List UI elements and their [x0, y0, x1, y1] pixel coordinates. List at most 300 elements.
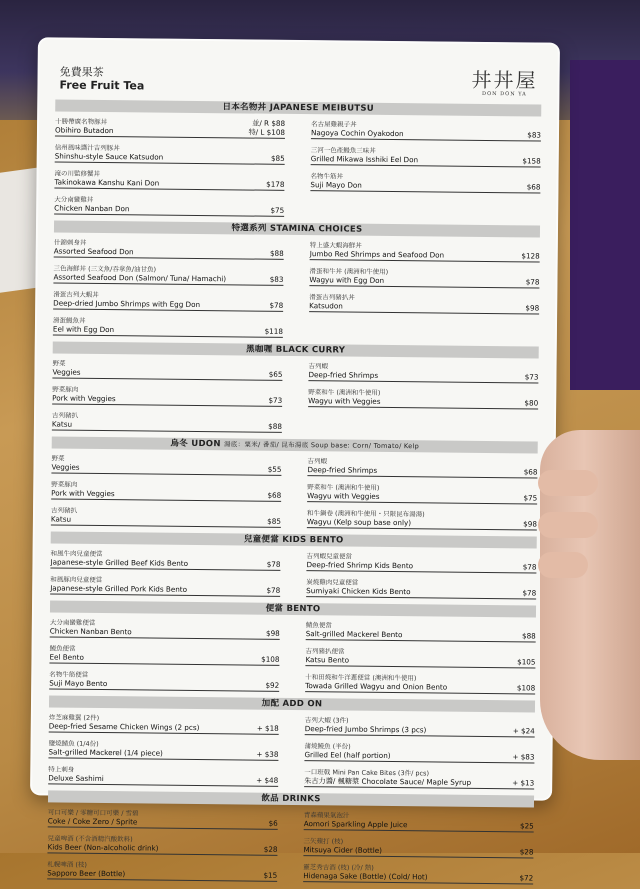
item-name-zh: 大分南蠻雞丼 — [54, 195, 94, 204]
item-name-zh: 名物牛筋丼 — [310, 172, 344, 181]
item-price — [523, 493, 537, 502]
section-header — [54, 220, 540, 237]
item-price — [513, 726, 535, 735]
item-price — [268, 422, 282, 431]
item-name-en: Wagyu with Veggies — [308, 396, 381, 406]
section-header — [50, 600, 536, 617]
item-names — [54, 238, 134, 256]
menu-item — [52, 382, 282, 406]
item-name-en: Eel Bento — [49, 652, 84, 662]
item-names — [53, 264, 226, 283]
item-names — [54, 169, 159, 187]
item-name-en: Sapporo Beer (Bottle) — [47, 868, 126, 879]
menu-item — [48, 762, 278, 786]
item-price-value: $83 — [527, 130, 542, 140]
item-names — [309, 293, 355, 310]
background-wall — [570, 60, 640, 390]
item-price-value: + $24 — [512, 726, 535, 736]
free-tea-zh: 免費果茶 — [59, 65, 104, 79]
item-name-zh: 十和田燒和牛洋蔥便當 (澳洲和牛使用) — [305, 673, 417, 683]
item-name-zh: 吉列大蝦 (3件) — [304, 716, 349, 725]
item-name-zh: 和牛鍋卷 (澳洲和牛使用・只限昆布湯湯) — [306, 509, 425, 519]
item-price-value: + $38 — [256, 749, 279, 759]
item-name-en: Hidenaga Sake (Bottle) (Cold/ Hot) — [303, 871, 428, 882]
item-name-zh: 滑蛋吉列豬扒丼 — [309, 293, 355, 302]
menu-item — [311, 143, 541, 167]
item-names — [309, 267, 388, 285]
item-name-en: Pork with Veggies — [51, 488, 115, 499]
item-price-value: $78 — [522, 588, 537, 598]
item-price-value: $83 — [269, 274, 284, 284]
item-name-zh: 特上刺身 — [48, 765, 75, 774]
menu-item — [307, 480, 537, 504]
item-names — [52, 411, 78, 428]
item-name-zh: 什錦刺身丼 — [53, 238, 87, 247]
item-price-value: $73 — [268, 395, 283, 405]
item-price-value: $85 — [270, 153, 285, 163]
item-name-zh: 一口班戟 Mini Pan Cake Bites (3件/ pcs) — [304, 768, 430, 778]
item-price-value: $6 — [268, 818, 278, 828]
empty-cell — [309, 316, 539, 344]
item-name-zh: 和風豚肉兒童便當 — [50, 575, 103, 584]
item-name-en: Katsudon — [309, 301, 343, 311]
item-names — [48, 808, 139, 826]
item-name-en: Salt-grilled Mackerel (1/4 piece) — [48, 747, 163, 758]
item-price — [268, 396, 282, 405]
item-names — [310, 241, 445, 259]
item-price-value: $78 — [522, 562, 537, 572]
item-price — [524, 467, 538, 476]
menu-item — [54, 235, 284, 259]
item-price — [523, 519, 537, 528]
item-price-value: $158 — [522, 156, 541, 166]
item-price-value: $78 — [266, 585, 281, 595]
item-price — [271, 154, 285, 163]
item-price — [267, 560, 281, 569]
menu-item — [47, 857, 277, 881]
item-name-zh: 兒童啤酒 (不含酒精汽酸飲料) — [47, 834, 133, 844]
section-header — [48, 790, 534, 807]
menu-item — [310, 238, 540, 262]
item-name-en: Deep-fried Shrimps — [308, 370, 379, 380]
menu-item — [51, 477, 281, 501]
item-names — [51, 506, 77, 523]
menu-item — [51, 503, 281, 527]
section-grid — [53, 235, 540, 344]
item-name-zh: 青森蘋果氣泡汁 — [303, 811, 350, 820]
item-price-value: $72 — [519, 873, 534, 883]
item-name-en: Grilled Mikawa Isshiki Eel Don — [310, 154, 419, 165]
item-price-value: $98 — [525, 303, 540, 313]
item-name-zh: 十勝帶廣名物豚丼 — [55, 117, 108, 127]
item-names — [303, 837, 382, 855]
item-names — [50, 618, 132, 636]
item-price-value: + $13 — [512, 778, 535, 788]
item-name-en: Aomori Sparkling Apple Juice — [303, 819, 408, 830]
section-grid — [50, 546, 537, 603]
item-name-en: Deep-fried Sesame Chicken Wings (2 pcs) — [48, 721, 200, 733]
menu-item — [305, 713, 535, 737]
section-title: 兒童便當 KIDS BENTO — [243, 534, 344, 546]
item-price — [266, 629, 280, 638]
section-title: 日本名物丼 JAPANESE MEIBUTSU — [222, 102, 375, 114]
item-price — [525, 372, 539, 381]
finger — [538, 470, 598, 496]
item-name-zh: 鹽燒鯖魚 (1/4份) — [48, 739, 99, 748]
menu-item — [304, 739, 534, 763]
menu-item — [51, 451, 281, 475]
item-name-zh: 和風牛肉兒童便當 — [50, 549, 103, 558]
item-name-zh: 滑蛋和牛丼 (澳洲和牛使用) — [309, 267, 389, 276]
item-name-en: Jumbo Red Shrimps and Seafood Don — [309, 249, 445, 260]
item-price — [265, 327, 283, 336]
item-price-value: $25 — [519, 821, 534, 831]
item-name-zh: 野菜豚肉 — [51, 480, 78, 489]
item-price-value: $68 — [526, 182, 541, 192]
item-name-en: Shinshu-style Sauce Katsudon — [54, 151, 164, 162]
menu-item — [306, 575, 536, 599]
item-price — [524, 398, 538, 407]
item-price-value: $75 — [270, 205, 285, 215]
item-price-value: $105 — [517, 657, 536, 667]
item-names — [305, 673, 447, 691]
item-price — [522, 588, 536, 597]
item-price — [522, 631, 536, 640]
section-grid — [49, 615, 536, 698]
logo-subtext: DON DON YA — [482, 90, 527, 98]
menu-item — [309, 264, 539, 288]
item-name-zh: 名古屋雞親子丼 — [311, 120, 357, 129]
menu-item — [304, 765, 534, 789]
item-name-zh: 野菜 — [52, 359, 66, 368]
item-name-en: Suji Mayo Bento — [49, 678, 108, 689]
item-names — [51, 480, 115, 498]
item-name-zh: 吉列蝦兒童便當 — [306, 552, 353, 561]
item-name-zh: 吉列蝦 — [307, 457, 328, 466]
item-price — [512, 752, 534, 761]
background-paper — [0, 167, 40, 293]
item-name-en: Deep-fried Shrimps — [307, 465, 378, 475]
item-names — [48, 765, 104, 783]
item-price-value: $55 — [267, 464, 282, 474]
item-name-en: Pork with Veggies — [52, 393, 116, 404]
menu-item — [304, 808, 534, 832]
menu-item — [307, 506, 537, 530]
item-name-en: Chicken Nanban Bento — [49, 626, 132, 637]
item-name-zh: 吉列豬扒 — [51, 411, 79, 420]
item-name-zh: 名物牛筋便當 — [49, 670, 89, 679]
item-name-en: Obihiro Butadon — [54, 125, 114, 136]
section-header — [49, 695, 535, 712]
menu-item — [52, 408, 282, 432]
item-name-en: Veggies — [51, 462, 80, 472]
item-name-en: Grilled Eel (half portion) — [304, 750, 391, 761]
menu-item — [48, 736, 278, 760]
item-name-en: Takinokawa Kanshu Kani Don — [54, 177, 160, 188]
item-price-value: $28 — [263, 844, 278, 854]
menu-item — [53, 313, 283, 337]
item-name-en: Salt-grilled Mackerel Bento — [305, 629, 403, 640]
item-price — [256, 776, 278, 785]
item-price-value: $80 — [524, 398, 539, 408]
item-price-value: $118 — [264, 326, 283, 336]
item-names — [304, 768, 471, 787]
item-price-value: $65 — [268, 369, 283, 379]
menu-item — [303, 860, 533, 884]
item-name-en: Deep-fried Jumbo Shrimps (3 pcs) — [304, 724, 427, 735]
item-name-en: Deep-fried Shrimp Kids Bento — [306, 560, 414, 571]
item-name-zh: 三矢蘋打 (枝) — [303, 837, 344, 846]
item-price — [265, 681, 279, 690]
menu-item — [47, 831, 277, 855]
empty-cell — [308, 411, 538, 439]
menu-item — [311, 117, 541, 141]
item-price — [517, 657, 535, 666]
item-name-zh: 大分南蠻雞便當 — [49, 618, 96, 627]
item-price — [512, 778, 534, 787]
item-name-zh: 蒲燒鰻魚 (半份) — [304, 742, 351, 751]
item-name-zh: 三河一色產鰻魚三味丼 — [310, 146, 376, 155]
menu-sections — [47, 99, 541, 888]
section-title: 飲品 DRINKS — [261, 793, 321, 805]
item-price-value: $78 — [266, 559, 281, 569]
item-names — [311, 146, 419, 164]
menu-item — [50, 615, 280, 639]
item-name-zh: 野菜豚肉 — [52, 385, 79, 394]
item-name-en: Deep-dried Jumbo Shrimps with Egg Don — [53, 298, 201, 309]
item-price-value: $15 — [263, 870, 278, 880]
item-price — [520, 821, 534, 830]
item-name-en: Nagoya Cochin Oyakodon — [310, 128, 404, 139]
finger — [538, 512, 598, 538]
menu-content — [47, 47, 542, 888]
item-name-zh: 滑蛋吉列大蝦丼 — [53, 290, 99, 299]
item-price — [269, 370, 283, 379]
item-price — [269, 819, 278, 828]
item-name-zh: 特上盛大蝦海鮮丼 — [309, 241, 362, 250]
item-names — [307, 483, 379, 501]
section-note: 湯底：粟米/ 番茄/ 昆布湯底 Soup base: Corn/ Tomato/ Kelp — [223, 440, 420, 451]
item-names — [47, 860, 125, 878]
item-name-en: Veggies — [52, 367, 81, 377]
item-price-value: + $83 — [512, 752, 535, 762]
menu-item — [50, 546, 280, 570]
item-name-zh: 炭燒雞肉兒童便當 — [306, 578, 359, 587]
menu-item — [49, 667, 279, 691]
item-price-value: $75 — [523, 493, 538, 503]
item-names — [305, 647, 349, 664]
item-names — [50, 575, 187, 593]
item-name-en: 朱古力醬/ 楓糖漿 Chocolate Sauce/ Maple Syrup — [304, 776, 472, 787]
item-name-zh: 滝の川監修蟹丼 — [54, 169, 101, 178]
menu-item — [306, 549, 536, 573]
menu-item — [305, 644, 535, 668]
item-price — [520, 847, 534, 856]
item-price-value: $108 — [516, 683, 536, 693]
menu-item — [55, 140, 285, 164]
item-names — [310, 172, 362, 190]
section-title: 烏冬 UDON — [170, 438, 221, 450]
logo-text: 丼丼屋 — [471, 67, 538, 93]
menu-item — [49, 710, 279, 734]
empty-cell — [310, 195, 540, 223]
item-price-value: $98 — [523, 519, 537, 529]
item-price — [267, 517, 281, 526]
section-grid — [51, 451, 538, 534]
item-name-en: Japanese-style Grilled Beef Kids Bento — [50, 557, 189, 568]
item-names — [303, 863, 428, 881]
item-names — [53, 316, 114, 334]
menu-item — [54, 192, 284, 216]
item-price — [256, 750, 278, 759]
item-names — [304, 811, 408, 829]
section-title: 特選系列 STAMINA CHOICES — [231, 223, 363, 235]
item-price-value-large: 特/ L $108 — [248, 127, 286, 137]
item-names — [308, 362, 378, 380]
section-grid — [48, 710, 535, 793]
item-names — [49, 670, 107, 688]
item-name-en: Suji Mayo Don — [310, 180, 362, 190]
item-price-value: $78 — [269, 300, 284, 310]
menu-item — [52, 356, 282, 380]
item-names — [306, 621, 403, 639]
item-name-en: Sumiyaki Chicken Kids Bento — [306, 586, 411, 597]
item-price — [248, 118, 285, 136]
item-price-value: $68 — [523, 467, 538, 477]
restaurant-logo — [471, 64, 537, 98]
item-price-value: 並/ R $88 — [252, 118, 286, 128]
item-name-zh: 炸芝麻雞翼 (2件) — [48, 713, 100, 722]
item-names — [47, 834, 158, 852]
item-name-zh: 鰻魚便當 — [49, 644, 76, 653]
item-name-zh: 札幌啤酒 (枝) — [47, 860, 88, 869]
menu-item — [50, 572, 280, 596]
item-price — [527, 182, 541, 191]
item-price-value: + $48 — [256, 775, 279, 785]
item-name-zh: 鯖魚便當 — [305, 621, 332, 630]
menu-item — [55, 114, 285, 138]
item-names — [307, 457, 377, 475]
section-header — [51, 531, 537, 548]
item-price-value: $85 — [267, 516, 281, 526]
item-price — [523, 562, 537, 571]
item-name-en: Eel with Egg Don — [52, 324, 115, 335]
section-grid — [54, 114, 541, 223]
menu-item — [49, 641, 279, 665]
item-price — [526, 277, 540, 286]
item-price-value: $88 — [521, 631, 536, 641]
item-name-en: Wagyu with Veggies — [307, 491, 380, 501]
item-price — [517, 683, 535, 692]
item-price — [525, 303, 539, 312]
item-price — [268, 465, 282, 474]
item-price — [267, 491, 281, 500]
item-price — [527, 130, 541, 139]
item-names — [51, 454, 79, 471]
item-name-zh: 信州風味醬汁吉列豚丼 — [54, 143, 120, 153]
item-price-value: $68 — [267, 490, 282, 500]
item-price-value: $73 — [524, 372, 539, 382]
item-price-value: $92 — [265, 680, 280, 690]
item-name-en: Katsu — [50, 514, 72, 524]
section-header — [55, 99, 541, 116]
item-names — [48, 739, 163, 757]
section-header — [53, 341, 539, 358]
menu-item — [307, 454, 537, 478]
item-names — [55, 143, 164, 161]
item-names — [52, 385, 116, 403]
item-price-value: $28 — [519, 847, 534, 857]
item-price-value: $98 — [265, 628, 280, 638]
item-names — [55, 117, 114, 135]
section-grid — [52, 356, 539, 439]
item-name-en: Coke / Coke Zero / Sprite — [47, 816, 138, 827]
item-name-zh: 三色海鮮丼 (三文魚/吞拿魚/油甘魚) — [53, 264, 157, 274]
item-price-value: $88 — [269, 248, 284, 258]
item-name-en: Wagyu (Kelp soup base only) — [306, 517, 412, 528]
section-title: 便當 BENTO — [265, 603, 321, 615]
menu-item — [306, 618, 536, 642]
item-name-zh: 野菜 — [51, 454, 65, 463]
item-price — [266, 586, 280, 595]
section-title: 加配 ADD ON — [261, 698, 323, 710]
item-price — [261, 655, 279, 664]
menu-item — [303, 834, 533, 858]
item-price-value: $78 — [525, 277, 540, 287]
item-price — [264, 845, 278, 854]
menu-item — [54, 166, 284, 190]
item-price — [270, 206, 284, 215]
item-name-zh: 野菜和牛 (澳洲和牛使用) — [307, 483, 380, 492]
item-name-en: Towada Grilled Wagyu and Onion Bento — [305, 681, 448, 692]
item-name-en: Deluxe Sashimi — [48, 773, 104, 784]
item-names — [305, 716, 427, 734]
item-name-zh: 吉列蝦 — [308, 362, 329, 371]
free-tea-en: Free Fruit Tea — [59, 78, 145, 93]
item-price — [270, 275, 284, 284]
item-name-en: Assorted Seafood Don — [53, 246, 134, 257]
item-names — [49, 644, 84, 661]
item-name-zh: 靈芝秀吉酒 (枝) (冷/ 熱) — [303, 863, 374, 872]
item-names — [306, 552, 413, 570]
menu-item — [308, 359, 538, 383]
item-price — [522, 156, 540, 165]
section-title: 黑咖喱 BLACK CURRY — [246, 344, 346, 356]
item-name-en: Japanese-style Grilled Pork Kids Bento — [50, 583, 188, 594]
item-names — [308, 388, 380, 406]
item-name-zh: 吉列豬扒 — [50, 506, 78, 515]
menu-item — [309, 290, 539, 314]
item-name-zh: 滑蛋鰻魚丼 — [52, 316, 86, 325]
item-name-en: Katsu Bento — [305, 655, 350, 665]
item-names — [54, 195, 130, 213]
item-names — [50, 549, 188, 567]
item-price — [263, 871, 277, 880]
item-names — [304, 742, 390, 760]
item-name-en: Wagyu with Egg Don — [309, 275, 385, 285]
item-price — [519, 873, 533, 882]
finger — [538, 552, 588, 578]
item-names — [53, 290, 200, 309]
menu-item — [48, 805, 278, 829]
item-name-en: Kids Beer (Non-alcoholic drink) — [47, 842, 159, 853]
item-price — [521, 251, 539, 260]
item-name-zh: 野菜和牛 (澳洲和牛使用) — [308, 388, 381, 397]
menu-sheet — [30, 37, 560, 883]
section-grid — [47, 805, 534, 888]
menu-item — [310, 169, 540, 193]
item-names — [49, 713, 200, 732]
